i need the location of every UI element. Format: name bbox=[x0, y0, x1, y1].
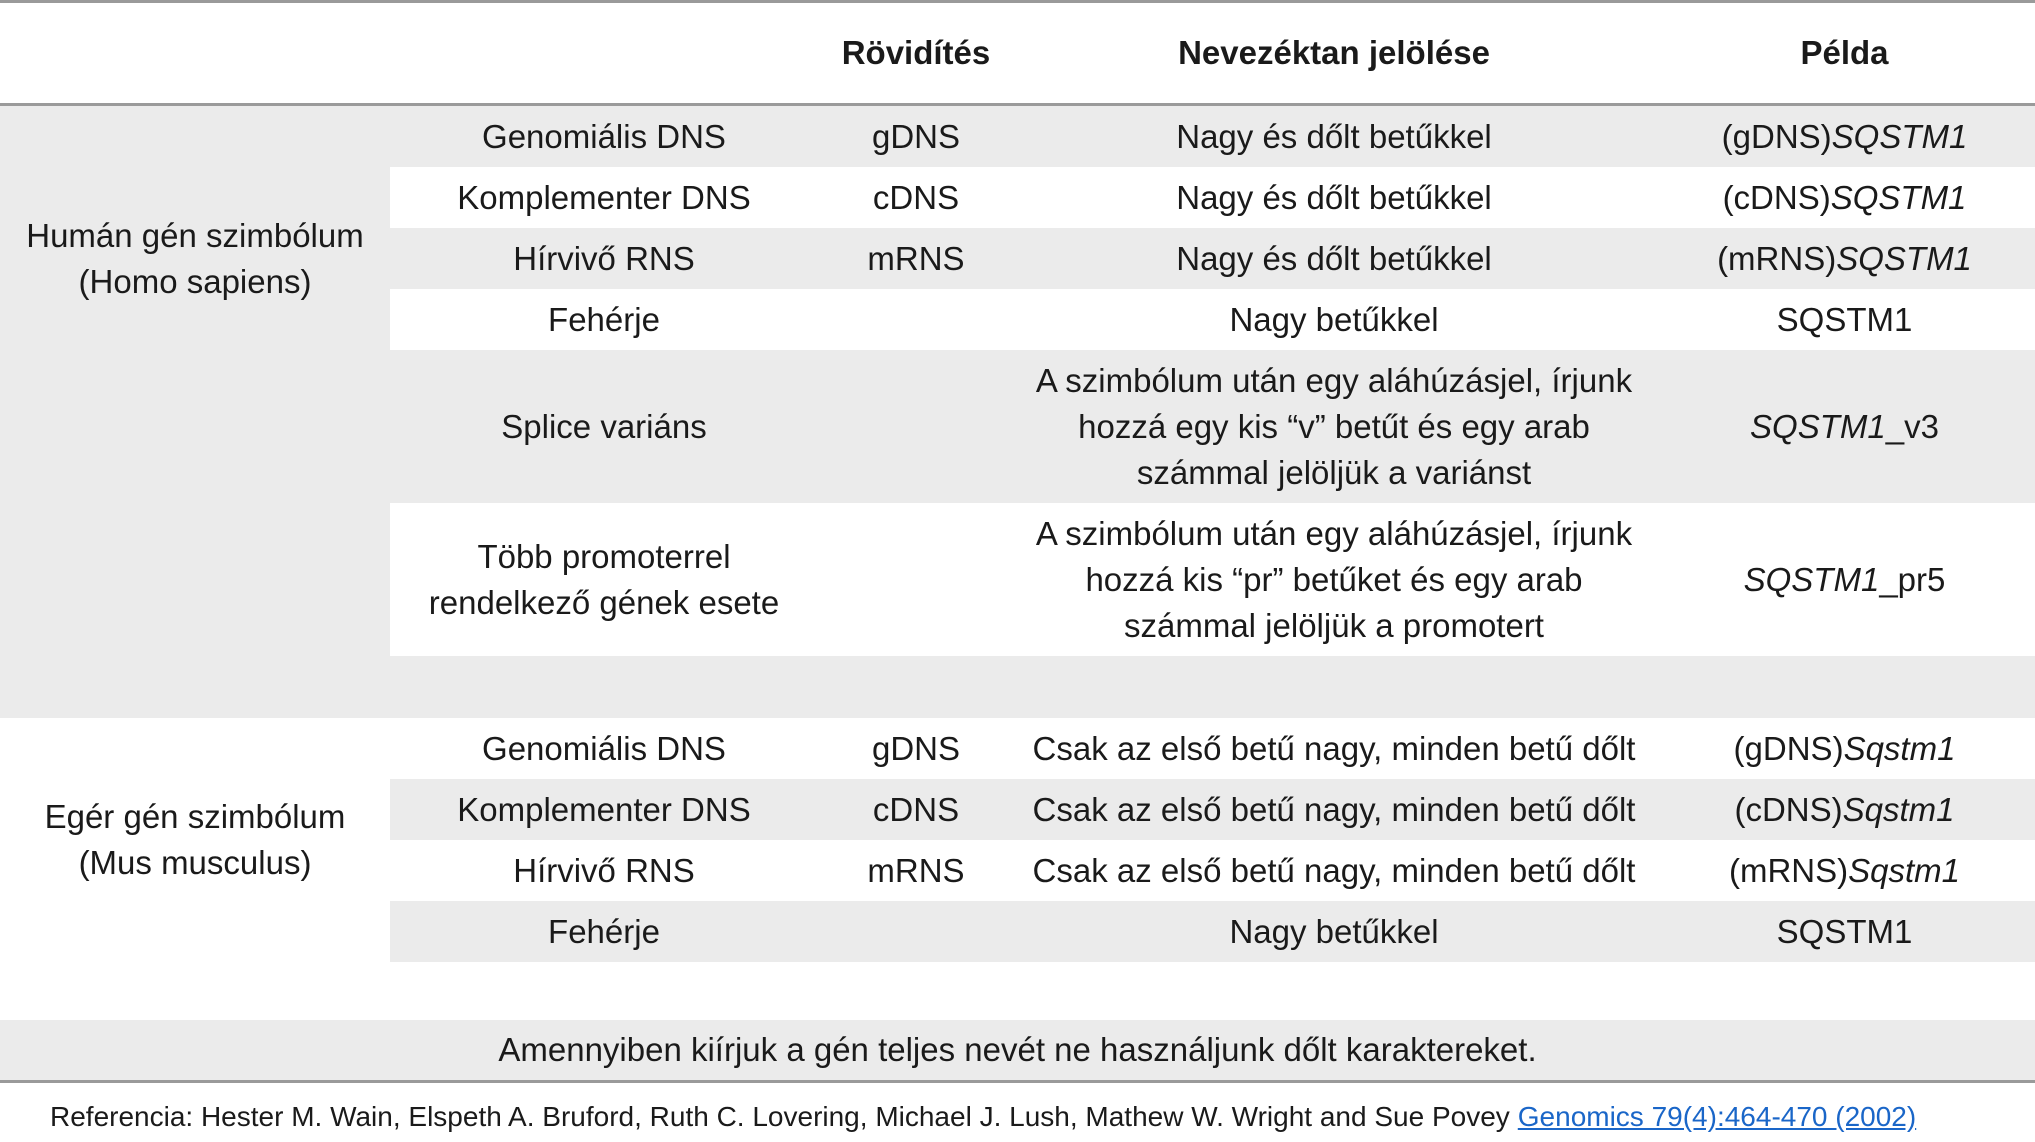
notation-cell: Csak az első betű nagy, minden betű dőlt bbox=[1032, 790, 1636, 828]
example-symbol: SQSTM1 bbox=[1836, 239, 1972, 277]
notation-cell: Nagy és dőlt betűkkel bbox=[1176, 239, 1492, 277]
notation-line: A szimbólum után egy aláhúzásjel, írjunk bbox=[1035, 361, 1633, 399]
notation-cell: Nagy betűkkel bbox=[1229, 912, 1439, 950]
table-row bbox=[390, 503, 2035, 656]
example-suffix: _v3 bbox=[1885, 407, 1939, 445]
type-line: rendelkező gének esete bbox=[428, 583, 780, 621]
mouse-group-label bbox=[0, 718, 390, 962]
table-row bbox=[390, 167, 2035, 228]
example-cell bbox=[1654, 503, 2035, 656]
header-notation: Nevezéktan jelölése bbox=[1178, 34, 1490, 71]
example-symbol: Sqstm1 bbox=[1843, 729, 1956, 767]
type-line: Több promoterrel bbox=[477, 537, 731, 575]
example-prefix: (cDNS) bbox=[1722, 178, 1831, 216]
example-symbol: SQSTM1 bbox=[1831, 117, 1968, 155]
human-group bbox=[0, 106, 2035, 718]
abbrev-cell bbox=[818, 901, 1014, 962]
reference-line bbox=[50, 1092, 1916, 1142]
abbrev-cell: gDNS bbox=[871, 729, 961, 767]
example-suffix: _pr5 bbox=[1879, 560, 1946, 598]
type-cell: Splice variáns bbox=[501, 407, 707, 445]
table-row bbox=[390, 840, 2035, 901]
reference-link[interactable]: Genomics 79(4):464-470 (2002) bbox=[1517, 1101, 1917, 1132]
abbrev-cell bbox=[818, 350, 1014, 503]
header-abbreviation: Rövidítés bbox=[841, 34, 991, 71]
human-label-line2: (Homo sapiens) bbox=[78, 262, 312, 300]
example-cell bbox=[1654, 840, 2035, 901]
example-cell bbox=[1654, 167, 2035, 228]
header-example: Példa bbox=[1800, 34, 1889, 71]
example-symbol: Sqstm1 bbox=[1842, 790, 1955, 828]
notation-line: hozzá egy kis “v” betűt és egy arab bbox=[1078, 407, 1590, 445]
notation-cell bbox=[1014, 503, 1654, 656]
table-row bbox=[390, 718, 2035, 779]
mouse-label-line1: Egér gén szimbólum bbox=[44, 798, 346, 835]
abbrev-cell: cDNS bbox=[872, 178, 960, 216]
example-cell: SQSTM1 bbox=[1776, 912, 1913, 950]
example-prefix: (mRNS) bbox=[1717, 239, 1837, 277]
notation-line: számmal jelöljük a variánst bbox=[1136, 453, 1532, 491]
table-row bbox=[390, 289, 2035, 350]
table-row bbox=[390, 350, 2035, 503]
abbrev-cell: mRNS bbox=[867, 239, 965, 277]
mouse-group bbox=[0, 718, 2035, 1020]
type-cell: Fehérje bbox=[548, 912, 660, 950]
notation-cell: Csak az első betű nagy, minden betű dőlt bbox=[1032, 729, 1636, 767]
type-cell: Komplementer DNS bbox=[457, 790, 751, 828]
example-symbol: SQSTM1 bbox=[1743, 560, 1880, 598]
type-cell: Genomiális DNS bbox=[482, 729, 726, 767]
example-cell bbox=[1654, 106, 2035, 167]
example-cell bbox=[1654, 718, 2035, 779]
abbrev-cell bbox=[818, 503, 1014, 656]
notation-cell: Nagy és dőlt betűkkel bbox=[1176, 117, 1492, 155]
abbrev-cell bbox=[818, 289, 1014, 350]
abbrev-cell: mRNS bbox=[867, 851, 965, 889]
type-cell: Komplementer DNS bbox=[457, 178, 751, 216]
example-symbol: Sqstm1 bbox=[1848, 851, 1961, 889]
example-cell bbox=[1654, 350, 2035, 503]
reference-text: Referencia: Hester M. Wain, Elspeth A. Bruford, Ruth C. Lovering, Michael J. Lush, Mathew W. Wright and Sue Povey bbox=[50, 1101, 1510, 1132]
table-row bbox=[390, 779, 2035, 840]
mouse-label-line2: (Mus musculus) bbox=[78, 844, 312, 881]
table-row bbox=[390, 228, 2035, 289]
notation-cell: Nagy és dőlt betűkkel bbox=[1176, 178, 1492, 216]
notation-cell: Nagy betűkkel bbox=[1229, 300, 1439, 338]
bottom-rule bbox=[0, 1080, 2035, 1083]
example-prefix: (cDNS) bbox=[1734, 790, 1843, 828]
example-cell bbox=[1654, 228, 2035, 289]
example-symbol: SQSTM1 bbox=[1830, 178, 1967, 216]
example-cell bbox=[1654, 779, 2035, 840]
type-cell: Genomiális DNS bbox=[482, 117, 726, 155]
abbrev-cell: cDNS bbox=[872, 790, 960, 828]
notation-line: számmal jelöljük a promotert bbox=[1124, 606, 1544, 644]
human-group-label bbox=[0, 106, 390, 411]
human-label-line1: Humán gén szimbólum bbox=[26, 216, 364, 254]
notation-cell: Csak az első betű nagy, minden betű dőlt bbox=[1032, 851, 1636, 889]
type-cell: Fehérje bbox=[548, 300, 660, 338]
type-cell: Hírvivő RNS bbox=[513, 239, 695, 277]
type-cell: Hírvivő RNS bbox=[513, 851, 695, 889]
example-cell: SQSTM1 bbox=[1776, 300, 1913, 338]
notation-cell bbox=[1014, 350, 1654, 503]
notation-line: A szimbólum után egy aláhúzásjel, írjunk bbox=[1035, 514, 1633, 552]
table-row bbox=[390, 106, 2035, 167]
abbrev-cell: gDNS bbox=[871, 117, 961, 155]
example-prefix: (mRNS) bbox=[1728, 851, 1849, 889]
footer-note: Amennyiben kiírjuk a gén teljes nevét ne használjunk dőlt karaktereket. bbox=[0, 1020, 2035, 1080]
table-row bbox=[390, 901, 2035, 962]
example-prefix: (gDNS) bbox=[1733, 729, 1844, 767]
example-prefix: (gDNS) bbox=[1721, 117, 1832, 155]
table-header bbox=[0, 3, 2035, 103]
example-symbol: SQSTM1 bbox=[1750, 407, 1886, 445]
type-cell bbox=[390, 503, 818, 656]
notation-line: hozzá kis “pr” betűket és egy arab bbox=[1085, 560, 1583, 598]
